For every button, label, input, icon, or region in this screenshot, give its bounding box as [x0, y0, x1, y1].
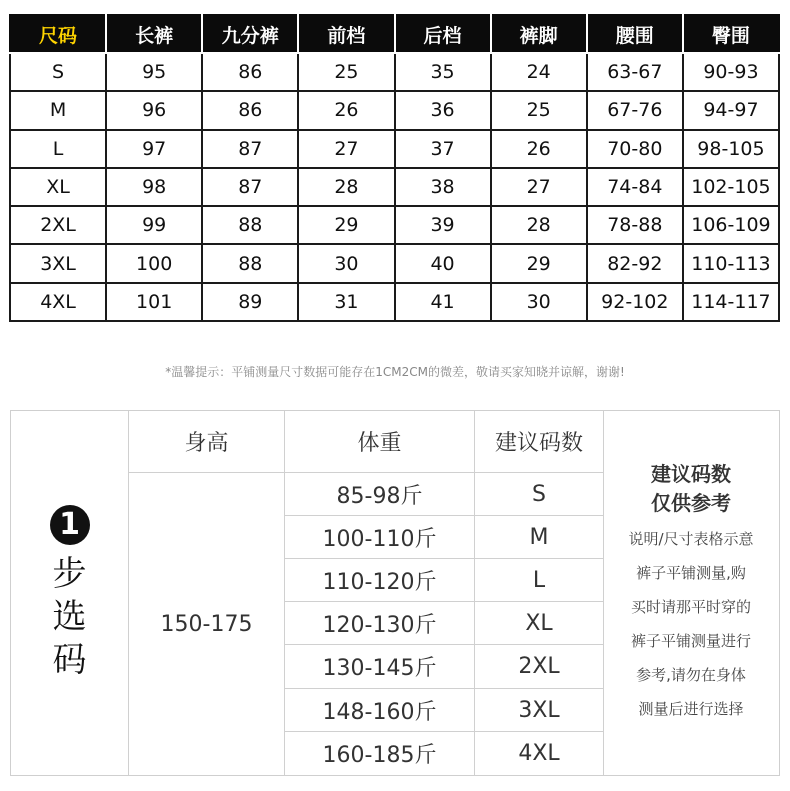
size-chart-header-row — [10, 15, 779, 53]
measurement-cell: 28 — [491, 206, 587, 244]
measurement-cell: 87 — [202, 168, 298, 206]
measurement-cell: 94-97 — [683, 91, 779, 129]
note-line: 说明/尺寸表格示意 — [628, 530, 754, 548]
size-label-cell: S — [10, 53, 106, 91]
weight-range-cell: 120-130斤 — [322, 613, 437, 639]
measurement-cell: 30 — [491, 283, 587, 321]
recommendation-note — [603, 411, 779, 775]
table-row — [10, 130, 779, 168]
measurement-cell: 102-105 — [683, 168, 779, 206]
recommended-size-cell: 4XL — [518, 740, 560, 766]
measurement-cell: 40 — [395, 244, 491, 282]
measurement-cell: 26 — [491, 130, 587, 168]
step-char: 步 — [52, 553, 87, 594]
size-chart-header-cell: 腰围 — [587, 15, 683, 53]
measurement-cell: 74-84 — [587, 168, 683, 206]
recommended-size-cell: S — [532, 482, 546, 508]
measurement-cell: 37 — [395, 130, 491, 168]
size-chart-body — [10, 53, 779, 321]
measurement-cell: 86 — [202, 91, 298, 129]
weight-range-cell: 148-160斤 — [322, 699, 437, 725]
measurement-cell: 38 — [395, 168, 491, 206]
measurement-cell: 29 — [491, 244, 587, 282]
recommended-size-cell: L — [532, 568, 546, 594]
measurement-cell: 41 — [395, 283, 491, 321]
measurement-cell: 97 — [106, 130, 202, 168]
measurement-cell: 78-88 — [587, 206, 683, 244]
recommended-size-cell: XL — [525, 611, 553, 637]
measurement-cell: 114-117 — [683, 283, 779, 321]
measurement-cell: 95 — [106, 53, 202, 91]
size-recommendation-panel — [10, 410, 780, 776]
size-label-cell: XL — [10, 168, 106, 206]
measurement-cell: 90-93 — [683, 53, 779, 91]
measurement-cell: 70-80 — [587, 130, 683, 168]
size-chart-header-cell: 长裤 — [106, 15, 202, 53]
measurement-cell: 101 — [106, 283, 202, 321]
weight-range-cell: 85-98斤 — [336, 484, 423, 510]
measurement-cell: 96 — [106, 91, 202, 129]
size-chart-header-cell: 裤脚 — [491, 15, 587, 53]
measurement-cell: 92-102 — [587, 283, 683, 321]
step-char: 选 — [52, 596, 87, 637]
table-row — [10, 53, 779, 91]
measurement-cell: 27 — [491, 168, 587, 206]
measurement-cell: 25 — [491, 91, 587, 129]
note-line: 裤子平铺测量,购 — [636, 564, 746, 582]
measurement-cell: 63-67 — [587, 53, 683, 91]
measurement-cell: 25 — [298, 53, 394, 91]
weight-range-cell: 110-120斤 — [322, 570, 437, 596]
measurement-cell: 26 — [298, 91, 394, 129]
measurement-cell: 98 — [106, 168, 202, 206]
weight-range-cell: 160-185斤 — [322, 742, 437, 768]
size-label-cell: 4XL — [10, 283, 106, 321]
measurement-cell: 87 — [202, 130, 298, 168]
measurement-cell: 27 — [298, 130, 394, 168]
measurement-cell: 106-109 — [683, 206, 779, 244]
measurement-cell: 24 — [491, 53, 587, 91]
recommended-size-cell: M — [529, 525, 549, 551]
size-label-cell: 2XL — [10, 206, 106, 244]
step-label — [11, 411, 128, 775]
measurement-cell: 100 — [106, 244, 202, 282]
measurement-cell: 88 — [202, 206, 298, 244]
size-label-cell: M — [10, 91, 106, 129]
measurement-cell: 39 — [395, 206, 491, 244]
size-label-cell: L — [10, 130, 106, 168]
table-row — [10, 283, 779, 321]
size-header: 建议码数 — [494, 431, 583, 456]
note-line: 参考,请勿在身体 — [636, 666, 746, 684]
height-range: 150-175 — [160, 611, 253, 637]
measurement-cell: 99 — [106, 206, 202, 244]
measurement-tip: *温馨提示：平铺测量尺寸数据可能存在1CM2CM的微差，敬请买家知晓并谅解，谢谢! — [165, 365, 625, 379]
recommended-size-cell: 2XL — [518, 654, 560, 680]
measurement-cell: 29 — [298, 206, 394, 244]
recommended-size-cell: 3XL — [518, 697, 560, 723]
size-chart-header-cell: 前档 — [298, 15, 394, 53]
note-title: 仅供参考 — [651, 491, 731, 515]
measurement-cell: 67-76 — [587, 91, 683, 129]
step-number-badge: 1 — [50, 505, 90, 545]
measurement-cell: 88 — [202, 244, 298, 282]
size-chart-header-cell: 后档 — [395, 15, 491, 53]
measurement-cell: 82-92 — [587, 244, 683, 282]
table-row — [10, 244, 779, 282]
measurement-cell: 98-105 — [683, 130, 779, 168]
weight-header: 体重 — [357, 431, 402, 456]
measurement-cell: 86 — [202, 53, 298, 91]
height-header: 身高 — [184, 431, 229, 456]
measurement-cell: 30 — [298, 244, 394, 282]
size-label-cell: 3XL — [10, 244, 106, 282]
table-row — [10, 168, 779, 206]
size-chart-header-cell: 臀围 — [683, 15, 779, 53]
measurement-cell: 35 — [395, 53, 491, 91]
measurement-cell: 28 — [298, 168, 394, 206]
table-row — [10, 206, 779, 244]
table-row — [10, 91, 779, 129]
measurement-cell: 36 — [395, 91, 491, 129]
size-chart-table — [9, 14, 780, 322]
note-title: 建议码数 — [651, 462, 731, 486]
note-line: 测量后进行选择 — [638, 700, 744, 718]
measurement-cell: 31 — [298, 283, 394, 321]
size-chart-header-cell: 尺码 — [10, 15, 106, 53]
step-char: 码 — [52, 639, 87, 680]
measurement-cell: 110-113 — [683, 244, 779, 282]
measurement-cell: 89 — [202, 283, 298, 321]
weight-range-cell: 100-110斤 — [322, 527, 437, 553]
size-chart-header-cell: 九分裤 — [202, 15, 298, 53]
note-line: 买时请那平时穿的 — [630, 598, 751, 616]
weight-range-cell: 130-145斤 — [322, 656, 437, 682]
note-line: 裤子平铺测量进行 — [630, 632, 751, 650]
